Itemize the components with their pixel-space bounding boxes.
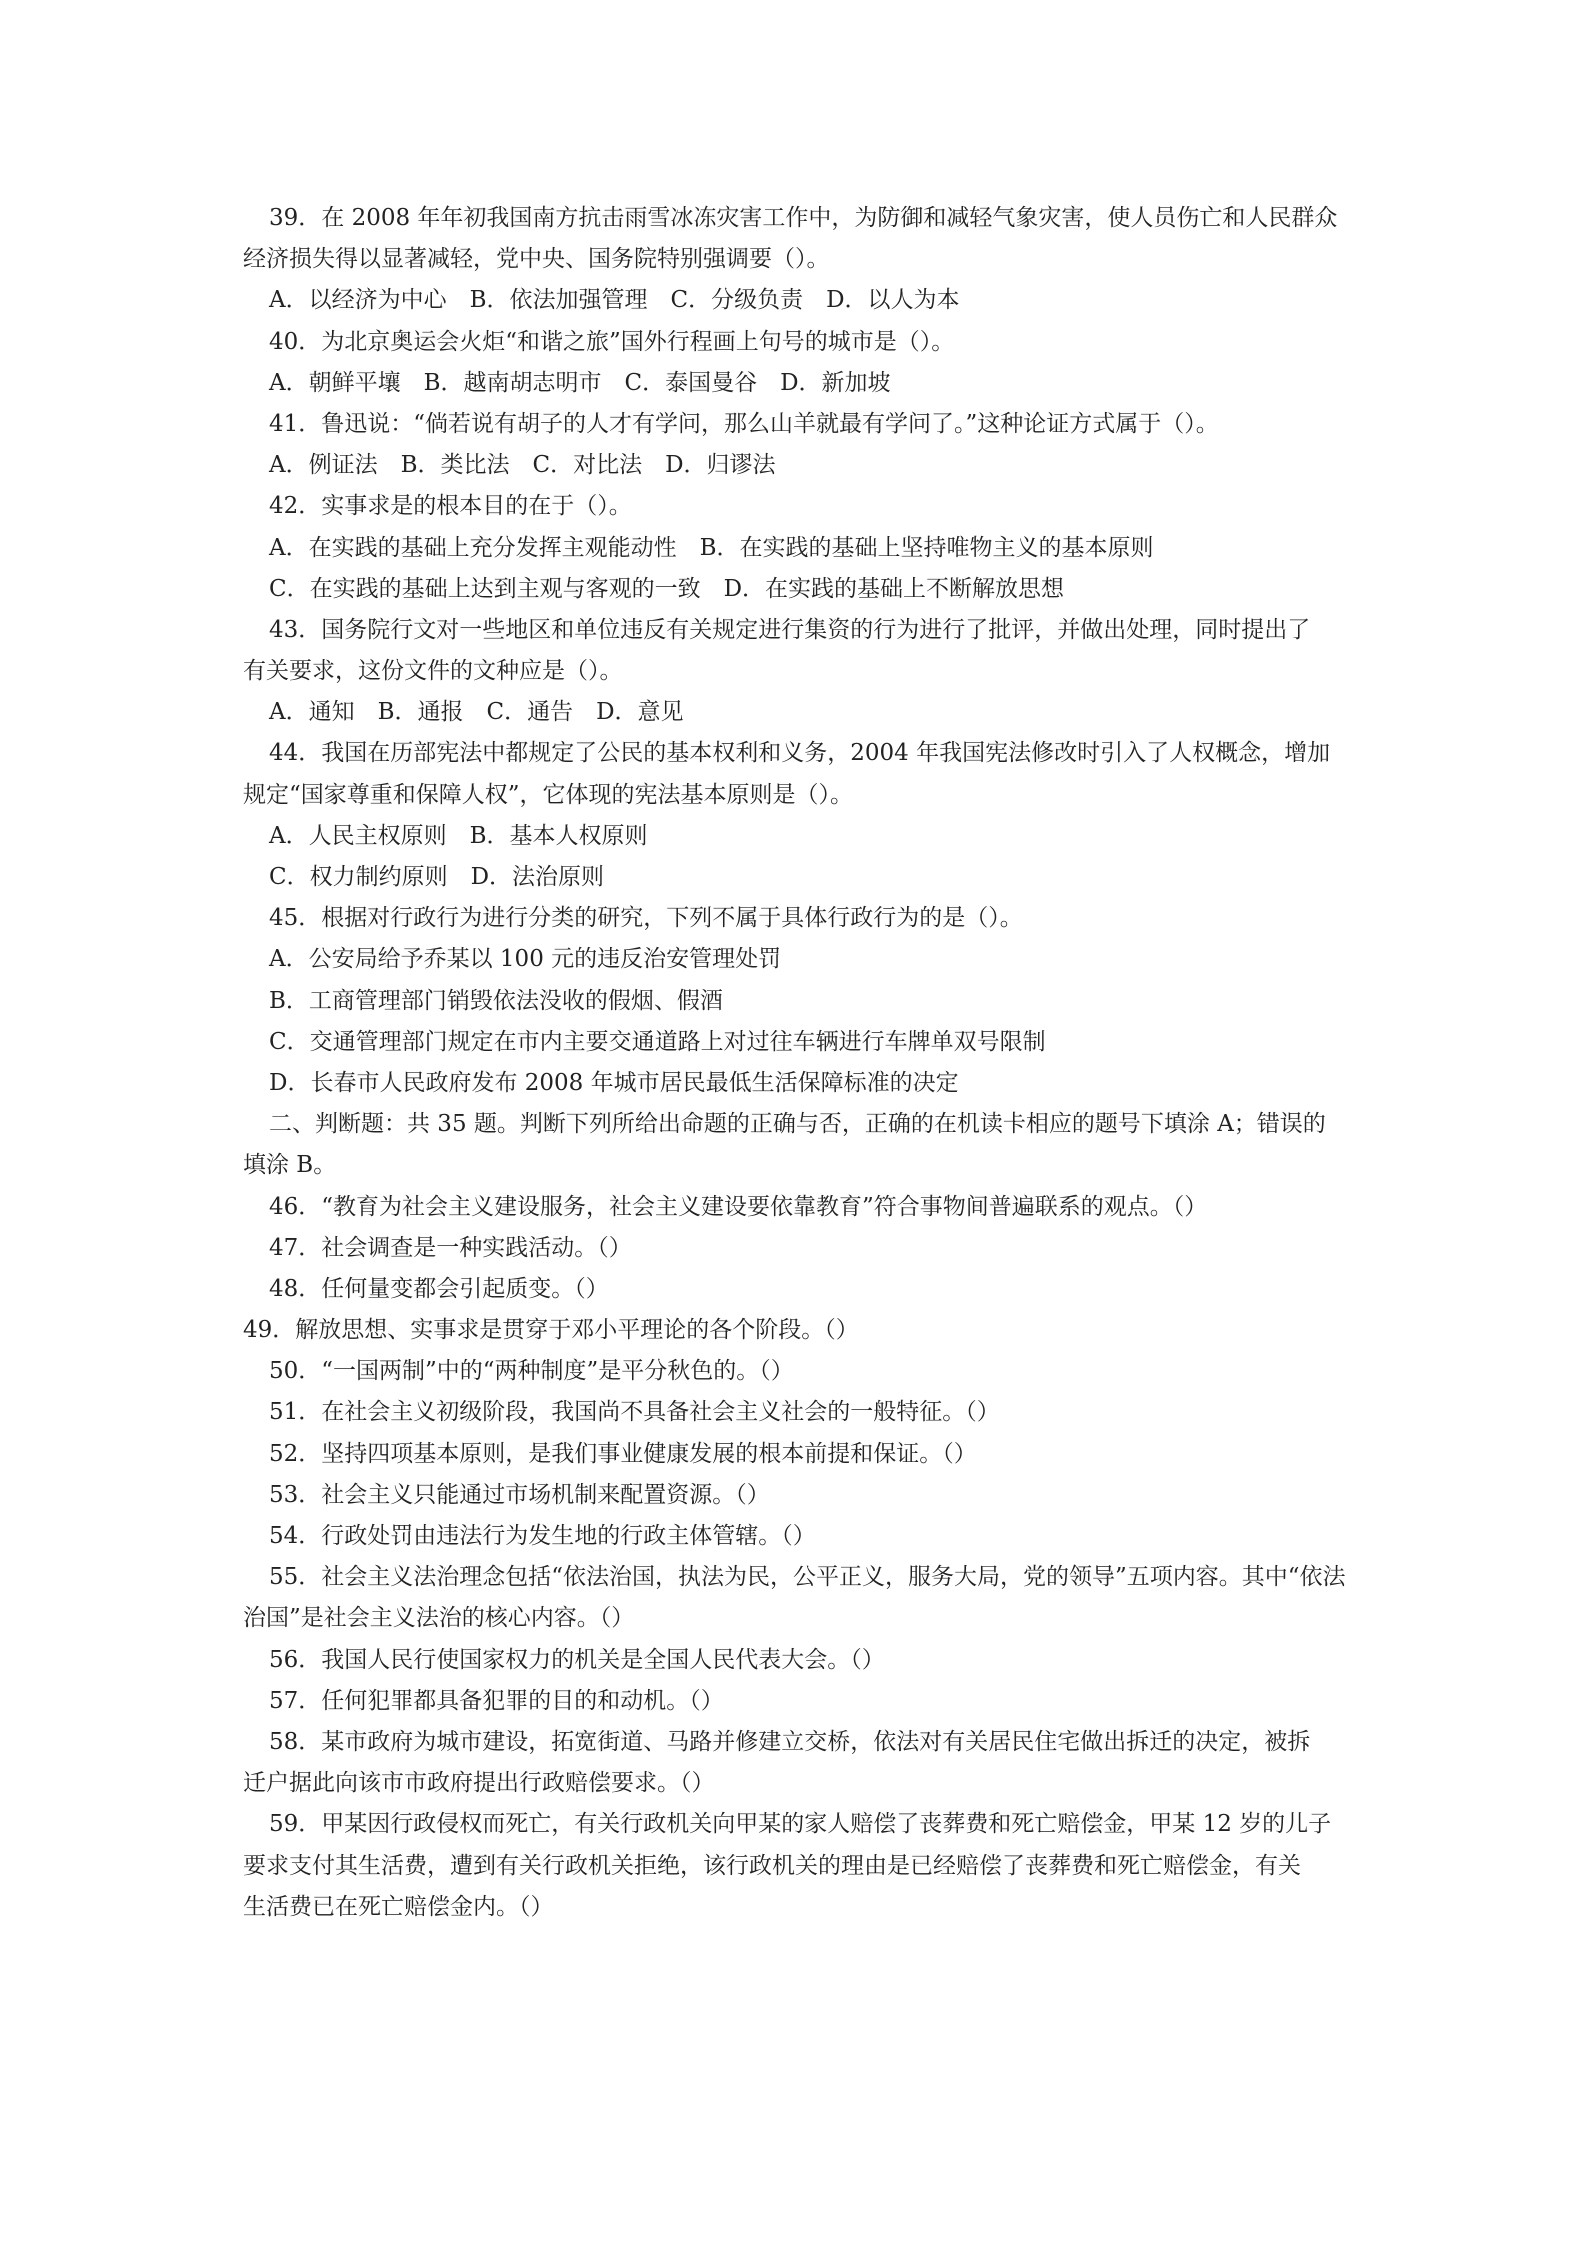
text-line: A．在实践的基础上充分发挥主观能动性 B．在实践的基础上坚持唯物主义的基本原则 <box>269 534 1154 561</box>
text-line: 54．行政处罚由违法行为发生地的行政主体管辖。（） <box>269 1523 816 1549</box>
text-line: 44．我国在历部宪法中都规定了公民的基本权利和义务，2004 年我国宪法修改时引入了人权概念，增加 <box>269 740 1331 767</box>
text-line: 生活费已在死亡赔偿金内。（） <box>243 1893 554 1920</box>
document-body <box>243 198 1363 1928</box>
text-line: A．朝鲜平壤 B．越南胡志明市 C．泰国曼谷 D．新加坡 <box>269 369 891 396</box>
text-line: 59．甲某因行政侵权而死亡，有关行政机关向甲某的家人赔偿了丧葬费和死亡赔偿金，甲某 12 岁的儿子 <box>269 1811 1332 1838</box>
text-line: 要求支付其生活费，遭到有关行政机关拒绝，该行政机关的理由是已经赔偿了丧葬费和死亡赔偿金，有关 <box>243 1852 1301 1879</box>
text-line: 42．实事求是的根本目的在于（）。 <box>269 493 632 520</box>
text-line: C．在实践的基础上达到主观与客观的一致 D．在实践的基础上不断解放思想 <box>269 575 1065 602</box>
text-line: 58．某市政府为城市建设，拓宽街道、马路并修建立交桥，依法对有关居民住宅做出拆迁的决定，被拆 <box>269 1728 1311 1755</box>
text-line: B．工商管理部门销毁依法没收的假烟、假酒 <box>269 987 723 1014</box>
text-line: 57．任何犯罪都具备犯罪的目的和动机。（） <box>269 1687 724 1714</box>
text-line: 45．根据对行政行为进行分类的研究，下列不属于具体行政行为的是（）。 <box>269 905 1023 932</box>
text-line: 39．在 2008 年年初我国南方抗击雨雪冰冻灾害工作中，为防御和减轻气象灾害，使人员伤亡和人民群众 <box>269 205 1338 231</box>
text-line: A．通知 B．通报 C．通告 D．意见 <box>269 699 684 726</box>
text-line: A．公安局给予乔某以 100 元的违反治安管理处罚 <box>269 946 782 973</box>
text-line: 49．解放思想、实事求是贯穿于邓小平理论的各个阶段。（） <box>243 1317 859 1344</box>
text-line: C．交通管理部门规定在市内主要交通道路上对过往车辆进行车牌单双号限制 <box>269 1028 1046 1055</box>
text-line: 迁户据此向该市市政府提出行政赔偿要求。（） <box>243 1770 715 1797</box>
text-line: A．人民主权原则 B．基本人权原则 <box>269 822 648 849</box>
text-line: 填涂 B。 <box>243 1152 337 1179</box>
text-line: 50．“一国两制”中的“两种制度”是平分秋色的。（） <box>269 1358 794 1385</box>
text-line: 48．任何量变都会引起质变。（） <box>269 1275 609 1302</box>
text-line: 40．为北京奥运会火炬“和谐之旅”国外行程画上句号的城市是（）。 <box>269 328 955 355</box>
text-line: 53．社会主义只能通过市场机制来配置资源。（） <box>269 1481 770 1508</box>
text-line: 55．社会主义法治理念包括“依法治国，执法为民，公平正义，服务大局，党的领导”五项内容。其中“依法 <box>269 1564 1346 1591</box>
text-line: 经济损失得以显著减轻，党中央、国务院特别强调要（）。 <box>243 246 830 273</box>
text-line: A．例证法 B．类比法 C．对比法 D．归谬法 <box>269 452 776 479</box>
text-line: A．以经济为中心 B．依法加强管理 C．分级负责 D．以人为本 <box>269 287 960 314</box>
text-line: 规定“国家尊重和保障人权”，它体现的宪法基本原则是（）。 <box>243 781 854 808</box>
text-line: 52．坚持四项基本原则，是我们事业健康发展的根本前提和保证。（） <box>269 1440 977 1467</box>
text-line: 51．在社会主义初级阶段，我国尚不具备社会主义社会的一般特征。（） <box>269 1399 1000 1426</box>
text-line: 47．社会调查是一种实践活动。（） <box>269 1234 632 1261</box>
text-line: 46．“教育为社会主义建设服务，社会主义建设要依靠教育”符合事物间普遍联系的观点。（） <box>269 1193 1208 1220</box>
text-line: 有关要求，这份文件的文种应是（）。 <box>243 658 623 685</box>
text-line: 56．我国人民行使国家权力的机关是全国人民代表大会。（） <box>269 1646 885 1673</box>
text-line: 41．鲁迅说：“倘若说有胡子的人才有学问，那么山羊就最有学问了。”这种论证方式属于（）。 <box>269 410 1219 437</box>
text-line: 治国”是社会主义法治的核心内容。（） <box>243 1605 635 1632</box>
text-line: D．长春市人民政府发布 2008 年城市居民最低生活保障标准的决定 <box>269 1069 959 1096</box>
text-line: 二、判断题：共 35 题。判断下列所给出命题的正确与否，正确的在机读卡相应的题号下填涂 A；错误的 <box>269 1111 1326 1138</box>
text-line: 43．国务院行文对一些地区和单位违反有关规定进行集资的行为进行了批评，并做出处理，同时提出了 <box>269 616 1311 643</box>
text-line: C．权力制约原则 D．法治原则 <box>269 864 605 890</box>
